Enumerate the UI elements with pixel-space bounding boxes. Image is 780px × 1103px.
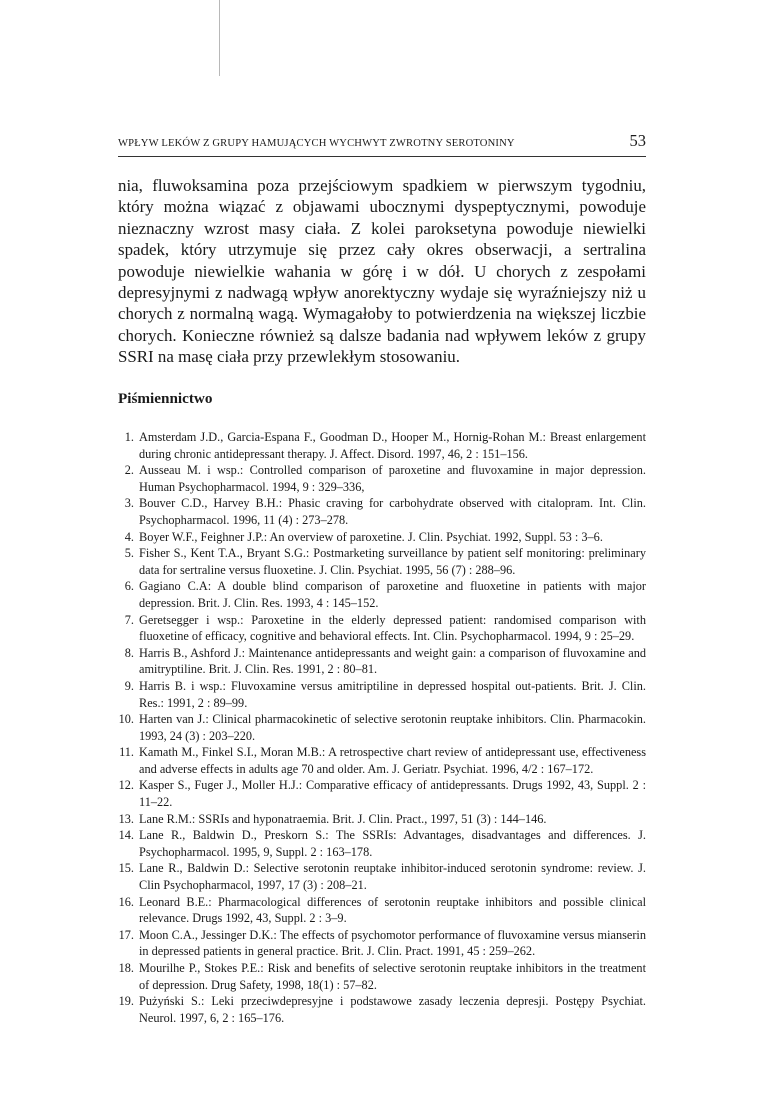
reference-number: 11. — [119, 745, 134, 760]
reference-number: 10. — [118, 712, 134, 727]
reference-text: Harris B., Ashford J.: Maintenance antidepressants and weight gain: a comparison of fluvoxamine and amitryptiline. Brit. J. Clin. Res. 1991, 2 : 80–81. — [139, 645, 646, 677]
reference-text: Fisher S., Kent T.A., Bryant S.G.: Postmarketing surveillance by patient self monitoring: preliminary data for sertraline versus fluoxetine. J. Clin. Psychiat. 1995, 56 (7) : 288–96. — [139, 546, 646, 577]
reference-number: 15. — [118, 861, 134, 876]
reference-number: 14. — [118, 828, 134, 843]
running-title: WPŁYW LEKÓW Z GRUPY HAMUJĄCYCH WYCHWYT ZWROTNY SEROTONINY — [118, 138, 515, 149]
reference-number: 8. — [124, 645, 134, 660]
reference-item — [110, 827, 646, 860]
reference-item — [110, 860, 646, 893]
reference-text: Lane R., Baldwin D., Preskorn S.: The SSRIs: Advantages, disadvantages and differences. J. Psychopharmacol. 1995, 9, Suppl. 2 : 163–178. — [139, 828, 646, 859]
reference-item — [110, 811, 646, 828]
reference-number: 5. — [124, 546, 134, 561]
reference-item — [110, 777, 646, 810]
reference-number: 1. — [124, 430, 134, 444]
references-heading: Piśmiennictwo — [118, 390, 213, 407]
reference-number: 4. — [124, 529, 134, 544]
reference-text: Geretsegger i wsp.: Paroxetine in the elderly depressed patient: randomised comparison with fluoxetine of efficacy, cognitive and behavioral effects. Int. Clin. Psychopharmacol. 1994, 9 : 25–29. — [139, 612, 646, 644]
running-header — [118, 131, 646, 151]
reference-text: Moon C.A., Jessinger D.K.: The effects of psychomotor performance of fluvoxamine versus mianserin in depressed patients in general practice. Brit. J. Clin. Pract. 1991, 45 : 259–262. — [139, 927, 646, 959]
reference-item — [110, 495, 646, 528]
reference-number: 16. — [118, 894, 134, 909]
reference-item — [110, 578, 646, 611]
reference-number: 7. — [124, 612, 134, 627]
reference-text: Kamath M., Finkel S.I., Moran M.B.: A retrospective chart review of antidepressant use, effectiveness and adverse effects in adults age 70 and older. Am. J. Geriatr. Psychiat. 1996, 4/2 : 167–172. — [139, 745, 646, 776]
reference-number: 18. — [118, 961, 134, 975]
reference-text: Kasper S., Fuger J., Moller H.J.: Comparative efficacy of antidepressants. Drugs 1992, 43, Suppl. 2 : 11–22. — [139, 778, 646, 810]
reference-item — [110, 462, 646, 495]
reference-text: Amsterdam J.D., Garcia-Espana F., Goodman D., Hooper M., Hornig-Rohan M.: Breast enlargement during chronic antidepressant therapy. J. Affect. Disord. 1997, 46, 2 : 151–156. — [139, 430, 646, 461]
reference-text: Harten van J.: Clinical pharmacokinetic of selective serotonin reuptake inhibitors. Clin. Pharmacokin. 1993, 24 (3) : 203–220. — [139, 712, 646, 743]
reference-item — [110, 612, 646, 645]
reference-text: Leonard B.E.: Pharmacological differences of serotonin reuptake inhibitors and possible clinical relevance. Drugs 1992, 43, Suppl. 2 : 3–9. — [139, 894, 646, 926]
reference-text: Gagiano C.A: A double blind comparison of paroxetine and fluoxetine in patients with major depression. Brit. J. Clin. Res. 1993, 4 : 145–152. — [139, 579, 646, 610]
reference-item — [110, 744, 646, 777]
reference-item — [110, 645, 646, 678]
reference-item — [110, 678, 646, 711]
reference-item — [110, 894, 646, 927]
page-number: 53 — [629, 131, 646, 150]
reference-text: Boyer W.F., Feighner J.P.: An overview of paroxetine. J. Clin. Psychiat. 1992, Suppl. 53 : 3–6. — [139, 529, 603, 544]
reference-item — [110, 529, 646, 546]
reference-text: Bouver C.D., Harvey B.H.: Phasic craving for carbohydrate observed with citalopram. Int. Clin. Psychopharmacol. 1996, 11 (4) : 273–278. — [139, 496, 646, 527]
reference-text: Ausseau M. i wsp.: Controlled comparison of paroxetine and fluvoxamine in major depression. Human Psychopharmacol. 1994, 9 : 329–336, — [139, 463, 646, 494]
reference-text: Harris B. i wsp.: Fluvoxamine versus amitriptiline in depressed hospital out-patients. Brit. J. Clin. Res.: 1991, 2 : 89–99. — [139, 678, 646, 710]
reference-text: Lane R.M.: SSRIs and hyponatraemia. Brit. J. Clin. Pract., 1997, 51 (3) : 144–146. — [139, 811, 547, 826]
header-rule — [118, 156, 646, 157]
reference-number: 12. — [118, 778, 134, 793]
reference-text: Lane R., Baldwin D.: Selective serotonin reuptake inhibitor-induced serotonin syndrome: review. J. Clin Psychopharmacol, 1997, 17 (3) : 208–21. — [139, 861, 646, 893]
reference-number: 9. — [124, 678, 134, 693]
reference-text: Mourilhe P., Stokes P.E.: Risk and benefits of selective serotonin reuptake inhibitors in the treatment of depression. Drug Safety, 1998, 18(1) : 57–82. — [139, 961, 646, 992]
reference-item — [110, 960, 646, 993]
reference-list — [110, 429, 646, 1026]
reference-number: 17. — [118, 927, 134, 942]
reference-item — [110, 927, 646, 960]
reference-item — [110, 429, 646, 462]
reference-number: 13. — [118, 811, 134, 826]
reference-number: 6. — [124, 579, 134, 594]
body-paragraph: nia, fluwoksamina poza przejściowym spadkiem w pierwszym tygodniu, który można wiązać z objawami ubocznymi dyspeptycznymi, powoduje nieznaczny wzrost masy ciała. Z kolei paroksetyna powoduje niewielki spadek, który utrzymuje się przez cały okres obserwacji, a sertralina powoduje niewielkie wahania w górę i w dół. U chorych z zespołami depresyjnymi z nadwagą wpływ anorektyczny wydaje się wyraźniejszy niż u chorych z normalną wagą. Wymagałoby to potwierdzenia na większej liczbie chorych. Konieczne również są dalsze badania nad wpływem leków z grupy SSRI na masę ciała przy przewlekłym stosowaniu. — [118, 176, 646, 367]
binding-margin-line — [219, 0, 220, 76]
reference-number: 2. — [124, 463, 134, 478]
reference-item — [110, 545, 646, 578]
reference-number: 3. — [124, 496, 134, 511]
reference-number: 19. — [118, 994, 134, 1009]
reference-item — [110, 993, 646, 1026]
reference-item — [110, 711, 646, 744]
reference-text: Pużyński S.: Leki przeciwdepresyjne i podstawowe zasady leczenia depresji. Postępy Psychiat. Neurol. 1997, 6, 2 : 165–176. — [139, 994, 646, 1025]
